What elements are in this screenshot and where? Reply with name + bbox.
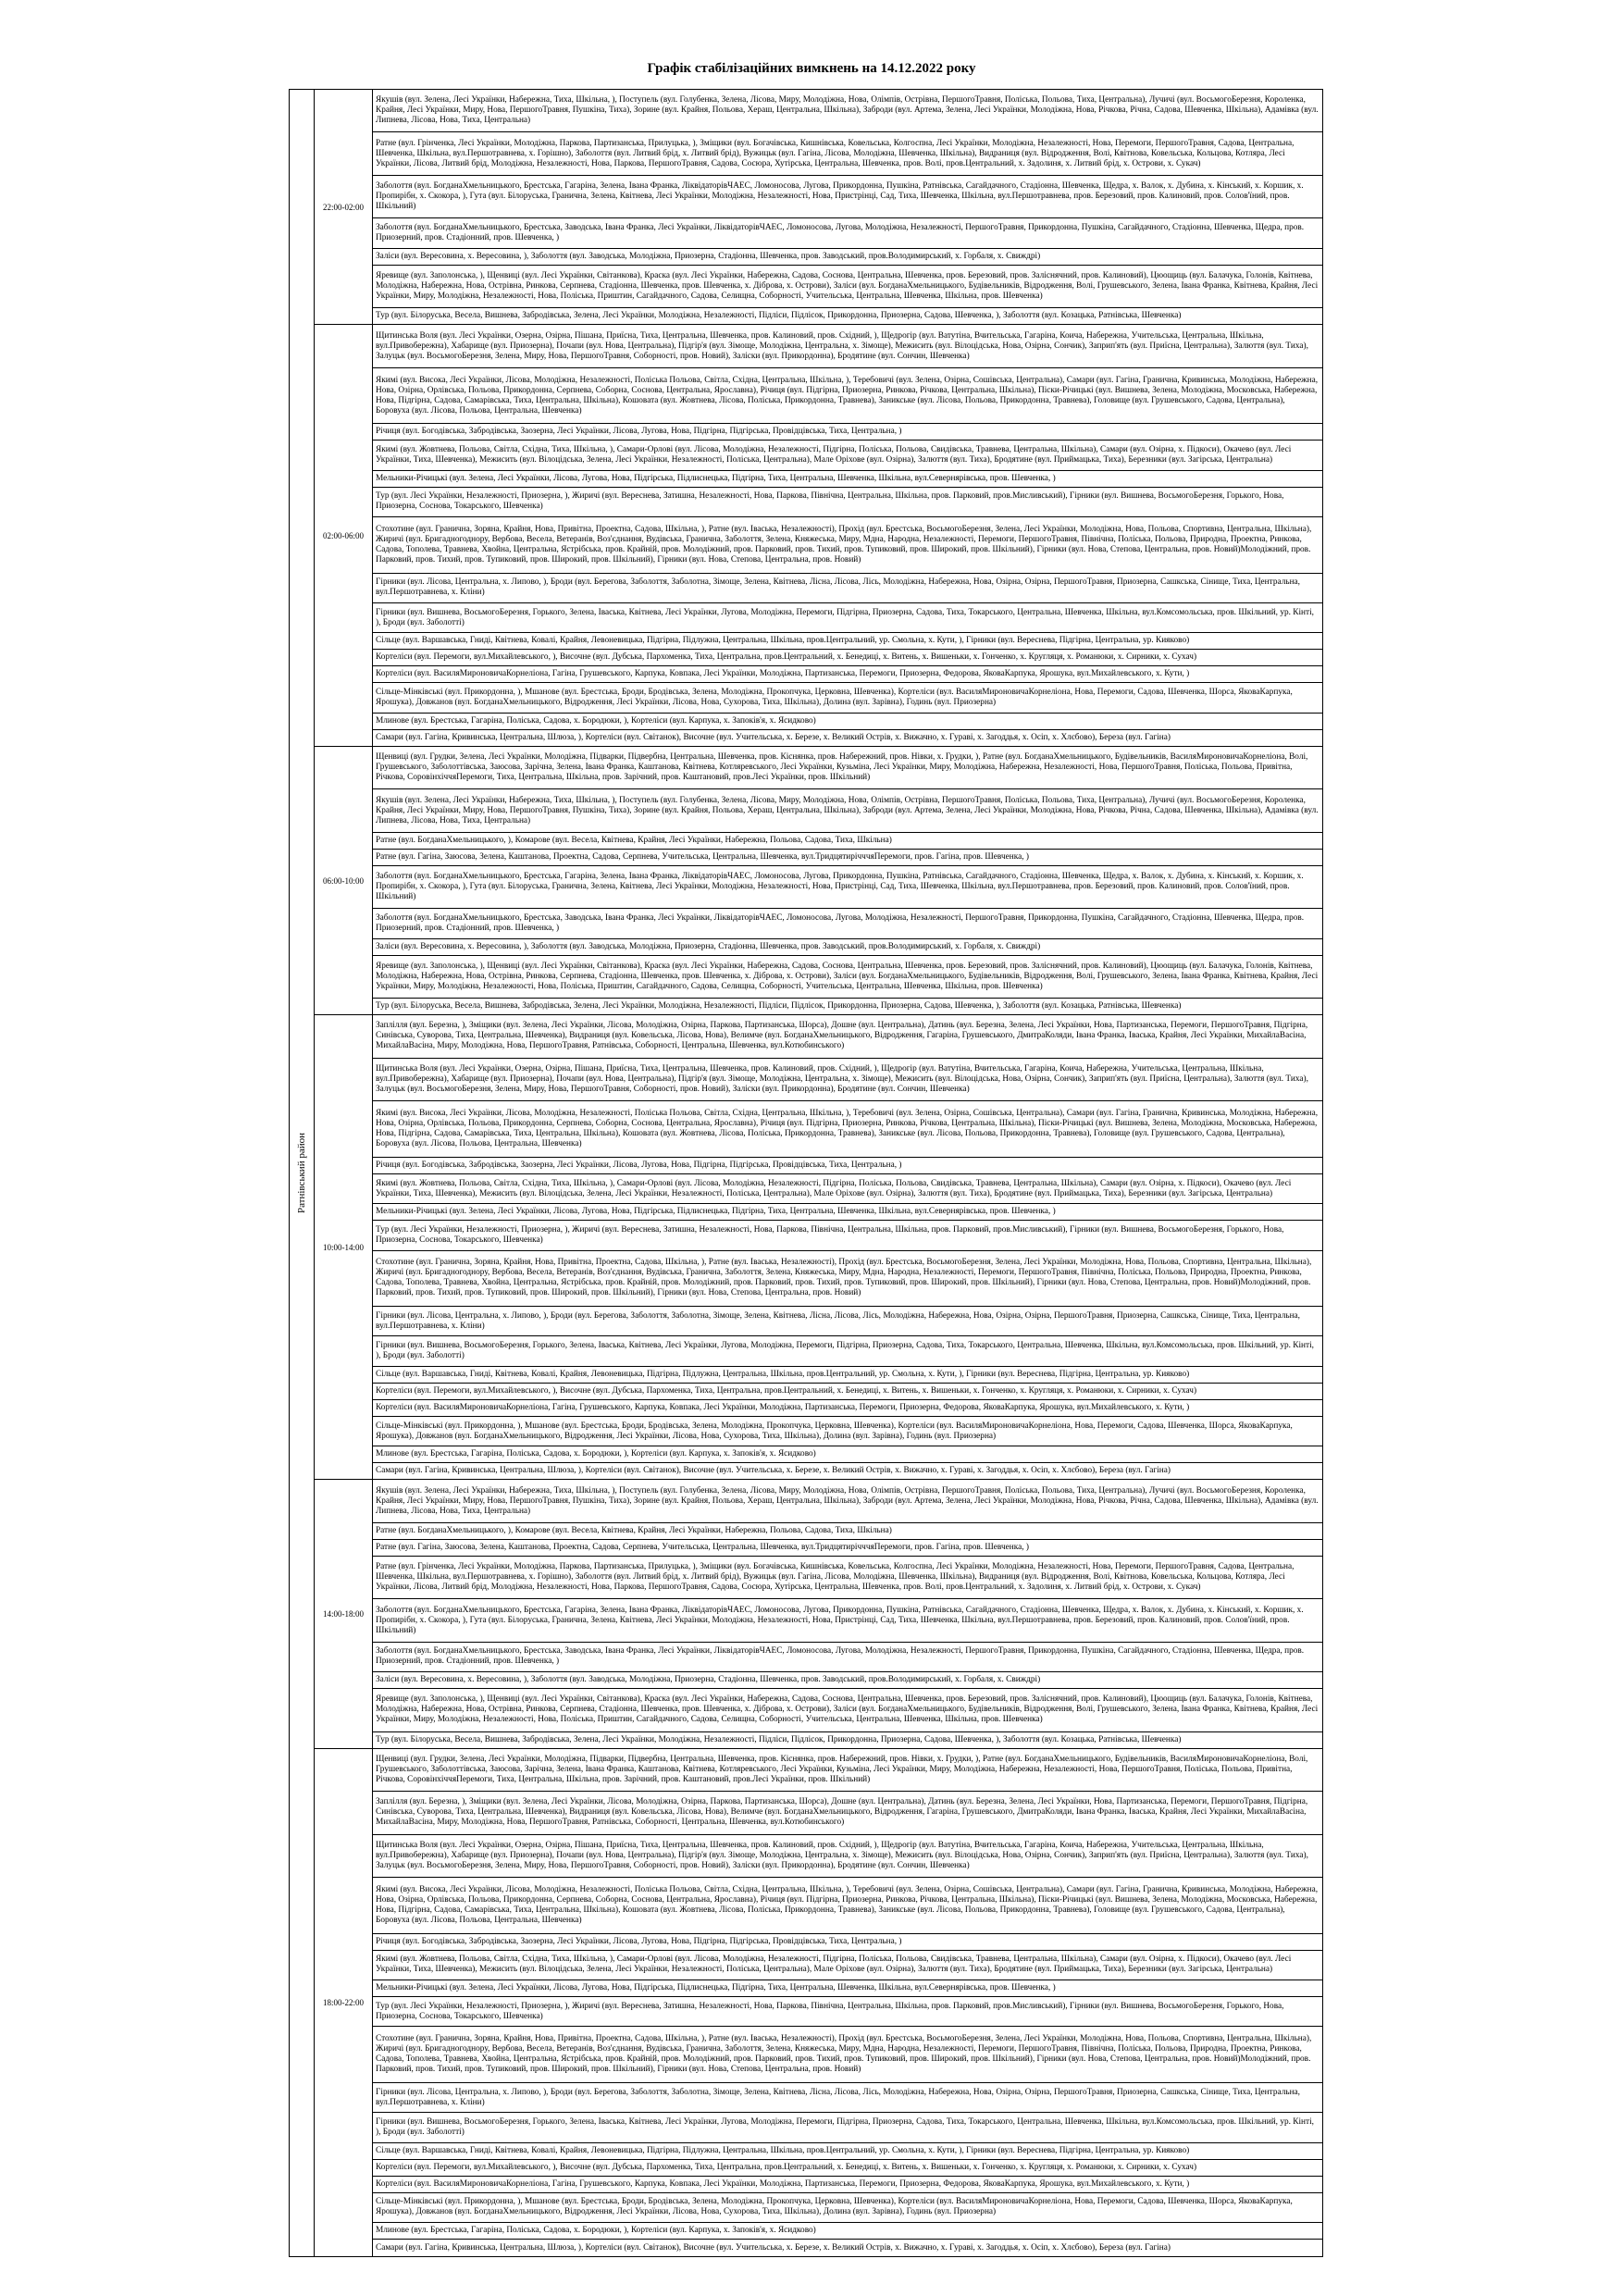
district-label: Ратнівський район [296,1132,307,1214]
table-row [290,2113,1323,2142]
table-row [290,865,1323,908]
settlement-list-cell: Ратне (вул. Гагіна, Заюсова, Зелена, Каштанова, Проектна, Садова, Серпнева, Учительська, Центральна, Шевченка, вул.ТридцятирічччяПеремоги, пров. Гагіна, пров. Шевченка, ) [373,849,1323,865]
table-row [290,1101,1323,1158]
table-row [290,424,1323,441]
settlement-list-cell: Ратне (вул. Гагіна, Заюсова, Зелена, Каштанова, Проектна, Садова, Серпнева, Учительська, Центральна, Шевченка, вул.ТридцятирічччяПеремоги, пров. Гагіна, пров. Шевченка, ) [373,1539,1323,1556]
table-row [290,2240,1323,2257]
table-row [290,1383,1323,1399]
settlement-list-cell: Стохотине (вул. Гранична, Зоряна, Крайня, Нова, Привітна, Проектна, Садова, Шкільна, ), Ратне (вул. Іваська, Незалежності), Прохід (вул. Брестська, ВосьмогоБерезня, Зелена, Лесі Українки, Молодіжна, Нова, Польова, Спортивна, Центральна, Шкільна), Жиричі (вул. Бригадногоднору, Вербова, Весела, Ветеранів, Воз'єднання, Вудівська, Гранична, Заболоття, Зелена, Княжеська, Миру, Мдна, Народна, Незалежності, Перемоги, ПершогоТравня, Північна, Поліська, Польова, Природна, Проектна, Ринкова, Садова, Тополева, Травнева, Хвойна, Центральна, Ястрібська, пров. Крайній, пров. Молодіжний, пров. Парковий, пров. Тихий, пров. Тупиковий, пров. Широкий, пров. Шкільний), Гірники (вул. Нова, Степова, Центральна, пров. Новий)Молодіжний, пров. Парковий, пров. Тихий, пров. Тупиковий, пров. Широкий, пров. Шкільний), Гірники (вул. Нова, Степова, Центральна, пров. Новий) [373,1250,1323,1307]
table-row [290,729,1323,746]
settlement-list-cell: Щитинська Воля (вул. Лесі Українки, Озерна, Озірна, Пішана, Приїсна, Тиха, Центральна, Шевченка, пров. Калиновий, пров. Східний, ), Щедрогір (вул. Ватутіна, Вчительська, Гагаріна, Коича, Набережна, Учительська, Центральна, Шкільна, вул.Привобережна), Хабарище (вул. Приозерна), Почапи (вул. Нова, Центральна), Підгір'я (вул. Зімоще, Молодіжна, Центральна, х. Зімоще), Межисить (вул. Вілоцідська, Нова, Озірна, Сончик), Заприп'ять (вул. Приїсна, Центральна), Залюття (вул. Тиха), Залуцьк (вул. ВосьмогоБерезня, Зелена, Миру, Нова, ПершогоТравня, Соборності, пров. Новий), Заліски (вул. Прикордонна), Бродятине (вул. Сончин, Шевченка) [373,1058,1323,1100]
settlement-list-cell: Ратне (вул. БогданаХмельницького, ), Комарове (вул. Весела, Квітнева, Крайня, Лесі Українки, Набережна, Польова, Садова, Тиха, Шкільна) [373,832,1323,849]
table-row [290,746,1323,788]
table-row [290,367,1323,424]
settlement-list-cell: Щитинська Воля (вул. Лесі Українки, Озерна, Озірна, Пішана, Приїсна, Тиха, Центральна, Шевченка, пров. Калиновий, пров. Східний, ), Щедрогір (вул. Ватутіна, Вчительська, Гагаріна, Коича, Набережна, Учительська, Центральна, Шкільна, вул.Привобережна), Хабарище (вул. Приозерна), Почапи (вул. Нова, Центральна), Підгір'я (вул. Зімоще, Молодіжна, Центральна, х. Зімоще), Межисить (вул. Вілоцідська, Нова, Озірна, Сончик), Заприп'ять (вул. Приїсна, Центральна), Залюття (вул. Тиха), Залуцьк (вул. ВосьмогоБерезня, Зелена, Миру, Нова, ПершогоТравня, Соборності, пров. Новий), Заліски (вул. Прикордонна), Бродятине (вул. Сончин, Шевченка) [373,325,1323,367]
table-row [290,713,1323,729]
settlement-list-cell: Заліси (вул. Вересовина, х. Вересовина, ), Заболоття (вул. Заводська, Молодіжна, Приозерна, Стадіонна, Шевченка, пров. Заводський, пров.Володимирський, х. Горбаля, х. Свиждрі) [373,938,1323,955]
settlement-list-cell: Тур (вул. Білоруська, Весела, Вишнева, Забродівська, Зелена, Лесі Українки, Молодіжна, Незалежності, Підліси, Підлісок, Прикордонна, Приозерна, Садова, Шевченка, ), Заболоття (вул. Козацька, Ратнівська, Шевченка) [373,1731,1323,1748]
settlement-list-cell: Якимі (вул. Висока, Лесі Українки, Лісова, Молодіжна, Незалежності, Поліська Польова, Світла, Східна, Центральна, Шкільна, ), Теребовичі (вул. Зелена, Озірна, Сошівська, Центральна), Самари (вул. Гагіна, Гранична, Кривинська, Молодіжна, Набережна, Нова, Озірна, Орлівська, Польова, Прикордонна, Серпнева, Соборна, Соснова, Центральна, Ярославна), Річиця (вул. Підгірна, Приозерна, Ринкова, Річкова, Центральна, Шкільна), Піски-Річицькі (вул. Вишнева, Зелена, Молодіжна, Московська, Набережна, Нова, Підгірна, Садова, Самарівська, Тиха, Центральна, Шкільна), Кошовата (вул. Жовтнева, Лісова, Поліська, Прикордонна, Травнева), Заникське (вул. Лісова, Польова, Прикордонна, Травнева), Головище (вул. Грушевського, Садова, Центральна), Боровуха (вул. Лісова, Польова, Центральна, Шевченка) [373,1878,1323,1934]
settlement-list-cell: Гірники (вул. Вишнева, ВосьмогоБерезня, Горького, Зелена, Іваська, Квітнева, Лесі Українки, Лугова, Молодіжна, Перемоги, Підгірна, Приозерна, Садова, Тиха, Токарського, Центральна, Шевченка, Шкільна, вул.Комсомольська, пров. Шкільний, ур. Кінті, ), Броди (вул. Заболотті) [373,603,1323,633]
table-row [290,1416,1323,1446]
settlement-list-cell: Заболоття (вул. БогданаХмельницького, Брестська, Заводська, Івана Франка, Лесі Українки, ЛіквідаторівЧАЕС, Ломоносова, Лугова, Молодіжна, Незалежності, ПершогоТравня, Прикордонна, Пушкіна, Сагайдачного, Стадіонна, Шевченка, Щедра, пров. Приозерний, пров. Стадіонний, пров. Шевченка, ) [373,218,1323,248]
table-row [290,789,1323,832]
settlement-list-cell: Самари (вул. Гагіна, Кривинська, Центральна, Шлюза, ), Кортеліси (вул. Світанок), Височне (вул. Учительська, х. Березе, х. Великий Острів, х. Вижачно, х. Гураві, х. Загоддья, х. Осіп, х. Хлєбово), Береза (вул. Гагіна) [373,729,1323,746]
table-row [290,2159,1323,2176]
settlement-list-cell: Річиця (вул. Богодівська, Забродівська, Заозерна, Лесі Українки, Лісова, Лугова, Нова, Підгірна, Підгірська, Провідцівська, Тиха, Центральна, ) [373,1157,1323,1173]
time-slot-cell: 18:00-22:00 [315,1748,373,2256]
table-row [290,1336,1323,1366]
settlement-list-cell: Заплілля (вул. Березна, ), Зміщики (вул. Зелена, Лесі Українки, Лісова, Молодіжна, Озірна, Паркова, Партизанська, Шорса), Дошне (вул. Центральна), Датинь (вул. Березна, Зелена, Лесі Українки, Нова, Партизанська, Перемоги, ПершогоТравня, Підгірна, Синівська, Суворова, Тиха, Центральна, Шевченка), Видраниця (вул. Ковельська, Лісова, Нова), Велимче (вул. БогданаХмельницького, Відродження, Гагаріна, Грушевського, ДмитраКоляди, Івана Франка, Іваська, Крайня, Лесі Українки, МихайлаВасіна, МихайлаВасіна, Миру, Молодіжна, Нова, ПершогоТравня, Ратнівська, Соборності, Центральна, Шевченка, вул.Котюбинського) [373,1792,1323,1834]
settlement-list-cell: Кортеліси (вул. Перемоги, вул.Михайлевського, ), Височне (вул. Дубська, Пархоменка, Тиха, Центральна, пров.Центральний, х. Бенедиці, х. Витень, х. Вишеньки, х. Гонченко, х. Кругляця, х. Романюки, х. Сирники, х. Сухач) [373,2159,1323,2176]
table-row [290,487,1323,516]
settlement-list-cell: Заболоття (вул. БогданаХмельницького, Брестська, Заводська, Івана Франка, Лесі Українки, ЛіквідаторівЧАЕС, Ломоносова, Лугова, Молодіжна, Незалежності, ПершогоТравня, Прикордонна, Пушкіна, Сагайдачного, Стадіонна, Шевченка, Щедра, пров. Приозерний, пров. Стадіонний, пров. Шевченка, ) [373,909,1323,938]
table-row [290,1307,1323,1336]
settlement-list-cell: Сільце-Мінківські (вул. Прикордонна, ), Мшанове (вул. Брестська, Броди, Бродівська, Зелена, Молодіжна, Прокопчука, Церковна, Шевченка), Кортеліси (вул. ВасиляМироновичаКорнеліона, Нова, Перемоги, Садова, Шевченка, Шорса, ЯковаКарпука, Ярошука), Довжанов (вул. БогданаХмельницького, Відродження, Лесі Українки, Лісова, Нова, Сухорова, Тиха, Шкільна), Долина (вул. Зарівна), Годинь (вул. Приозерна) [373,1416,1323,1446]
table-row [290,218,1323,248]
settlement-list-cell: Тур (вул. Лесі Українки, Незалежності, Приозерна, ), Жиричі (вул. Вереснева, Затишна, Незалежності, Нова, Паркова, Північна, Центральна, Шкільна, пров. Парковий, пров.Мисливський), Гірники (вул. Вишнева, ВосьмогоБерезня, Горького, Нова, Приозерна, Соснова, Токарського, Шевченка) [373,487,1323,516]
table-row [290,909,1323,938]
table-row [290,265,1323,307]
time-slot-cell: 06:00-10:00 [315,746,373,1014]
table-row [290,1480,1323,1522]
settlement-list-cell: Гірники (вул. Лісова, Центральна, х. Липово, ), Броди (вул. Берегова, Заболоття, Заболотна, Зімоще, Зелена, Квітнева, Лісна, Лісова, Лісь, Молодіжна, Набережна, Нова, Озірна, Озірна, ПершогоТравня, Приозерна, Сашкська, Сінище, Тиха, Центральна, вул.Першотравнева, х. Кліни) [373,573,1323,602]
settlement-list-cell: Кортеліси (вул. ВасиляМироновичаКорнеліона, Гагіна, Грушевського, Карпука, Ковпака, Лесі Українки, Молодіжна, Партизанська, Перемоги, Приозерна, Федорова, ЯковаКарпука, Ярошука, вул.Михайлевського, х. Кути, ) [373,666,1323,683]
settlement-list-cell: Щенвиці (вул. Грудки, Зелена, Лесі Українки, Молодіжна, Підварки, Підвербна, Центральна, Шевченка, пров. Кіснянка, пров. Набережний, пров. Нівки, х. Грудки, ), Ратне (вул. БогданаХмельницького, Будівельників, ВасиляМироновичаКорнеліона, Волі, Грушевського, Заболоттівська, Заюсова, Зарічна, Зелена, Івана Франка, Каштанова, Квітнева, Котляревського, Лесі Українки, Кузьміна, Лесі Українки, Миру, Молодіжна, Набережна, Незалежності, Нова, ПершогоТравня, Поліська, Польова, Привітна, Річкова, СоровінхіччяПеремоги, Тиха, Центральна, Шкільна, пров. Зарічний, пров. Каштановий, пров.Лесі Українки, пров. Шкільний) [373,746,1323,788]
settlement-list-cell: Якимі (вул. Висока, Лесі Українки, Лісова, Молодіжна, Незалежності, Поліська Польова, Світла, Східна, Центральна, Шкільна, ), Теребовичі (вул. Зелена, Озірна, Сошівська, Центральна), Самари (вул. Гагіна, Гранична, Кривинська, Молодіжна, Набережна, Нова, Озірна, Орлівська, Польова, Прикордонна, Серпнева, Соборна, Соснова, Центральна, Ярославна), Річиця (вул. Підгірна, Приозерна, Ринкова, Річкова, Центральна, Шкільна), Піски-Річицькі (вул. Вишнева, Зелена, Молодіжна, Московська, Набережна, Нова, Підгірна, Садова, Самарівська, Тиха, Центральна, Шкільна), Кошовата (вул. Жовтнева, Лісова, Поліська, Прикордонна, Травнева), Заникське (вул. Лісова, Польова, Прикордонна, Травнева), Головище (вул. Грушевського, Садова, Центральна), Боровуха (вул. Лісова, Польова, Центральна, Шевченка) [373,367,1323,424]
settlement-list-cell: Сільце (вул. Варшавська, Гниді, Квітнева, Ковалі, Крайня, Левоневицька, Підгірна, Підлужна, Центральна, Шкільна, пров.Центральний, ур. Смольна, х. Кути, ), Гірники (вул. Вереснева, Підгірна, Центральна, ур. Кияково) [373,2142,1323,2159]
settlement-list-cell: Якимі (вул. Висока, Лесі Українки, Лісова, Молодіжна, Незалежності, Поліська Польова, Світла, Східна, Центральна, Шкільна, ), Теребовичі (вул. Зелена, Озірна, Сошівська, Центральна), Самари (вул. Гагіна, Гранична, Кривинська, Молодіжна, Набережна, Нова, Озірна, Орлівська, Польова, Прикордонна, Серпнева, Соборна, Соснова, Центральна, Ярославна), Річиця (вул. Підгірна, Приозерна, Ринкова, Річкова, Центральна, Шкільна), Піски-Річицькі (вул. Вишнева, Зелена, Молодіжна, Московська, Набережна, Нова, Підгірна, Садова, Самарівська, Тиха, Центральна, Шкільна), Кошовата (вул. Жовтнева, Лісова, Поліська, Прикордонна, Травнева), Заникське (вул. Лісова, Польова, Прикордонна, Травнева), Головище (вул. Грушевського, Садова, Центральна), Боровуха (вул. Лісова, Польова, Центральна, Шевченка) [373,1101,1323,1158]
settlement-list-cell: Стохотине (вул. Гранична, Зоряна, Крайня, Нова, Привітна, Проектна, Садова, Шкільна, ), Ратне (вул. Іваська, Незалежності), Прохід (вул. Брестська, ВосьмогоБерезня, Зелена, Лесі Українки, Молодіжна, Нова, Польова, Спортивна, Центральна, Шкільна), Жиричі (вул. Бригадногоднору, Вербова, Весела, Ветеранів, Воз'єднання, Вудівська, Гранична, Заболоття, Зелена, Княжеська, Миру, Мдна, Народна, Незалежності, Перемоги, ПершогоТравня, Північна, Поліська, Польова, Природна, Проектна, Ринкова, Садова, Тополева, Травнева, Хвойна, Центральна, Ястрібська, пров. Крайній, пров. Молодіжний, пров. Парковий, пров. Тихий, пров. Тупиковий, пров. Широкий, пров. Шкільний), Гірники (вул. Нова, Степова, Центральна, пров. Новий)Молодіжний, пров. Парковий, пров. Тихий, пров. Тупиковий, пров. Широкий, пров. Шкільний), Гірники (вул. Нова, Степова, Центральна, пров. Новий) [373,2027,1323,2083]
table-row [290,175,1323,217]
settlement-list-cell: Тур (вул. Лесі Українки, Незалежності, Приозерна, ), Жиричі (вул. Вереснева, Затишна, Незалежності, Нова, Паркова, Північна, Центральна, Шкільна, пров. Парковий, пров.Мисливський), Гірники (вул. Вишнева, ВосьмогоБерезня, Горького, Нова, Приозерна, Соснова, Токарського, Шевченка) [373,1997,1323,2027]
table-row [290,470,1323,487]
settlement-list-cell: Млинове (вул. Брестська, Гагаріна, Поліська, Садова, х. Бородюки, ), Кортеліси (вул. Карпука, х. Запоків'я, х. Ясидково) [373,2223,1323,2240]
time-slot-cell: 22:00-02:00 [315,90,373,325]
table-row [290,132,1323,175]
settlement-list-cell: Заболоття (вул. БогданаХмельницького, Брестська, Заводська, Івана Франка, Лесі Українки, ЛіквідаторівЧАЕС, Ломоносова, Лугова, Молодіжна, Незалежності, ПершогоТравня, Прикордонна, Пушкіна, Сагайдачного, Стадіонна, Шевченка, Щедра, пров. Приозерний, пров. Стадіонний, пров. Шевченка, ) [373,1642,1323,1671]
settlement-list-cell: Яревище (вул. Заполонська, ), Щенвиці (вул. Лесі Українки, Світанкова), Краска (вул. Лесі Українки, Набережна, Садова, Соснова, Центральна, Шевченка, пров. Березовий, пров. Заліснячний, пров. Калиновий), Цюощиць (вул. Балачука, Голонів, Квітнева, Молодіжна, Набережна, Нова, Острівна, Ринкова, Серпнева, Стадіонна, Шевченка, пров. Шевченка, х. Діброва, х. Острови), Заліси (вул. БогданаХмельницького, Будівельників, Відродження, Волі, Грушевського, Зелена, Івана Франка, Квітнева, Крайня, Лесі Українки, Миру, Молодіжна, Незалежності, Нова, Поліська, Приштин, Сагайдачного, Садова, Селищна, Соборності, Учительська, Центральна, Шевченка, Шкільна, пров. Шевченка) [373,1689,1323,1731]
settlement-list-cell: Тур (вул. Білоруська, Весела, Вишнева, Забродівська, Зелена, Лесі Українки, Молодіжна, Незалежності, Підліси, Підлісок, Прикордонна, Приозерна, Садова, Шевченка, ), Заболоття (вул. Козацька, Ратнівська, Шевченка) [373,308,1323,325]
table-row [290,1522,1323,1539]
time-slot-cell: 10:00-14:00 [315,1015,373,1480]
table-row [290,650,1323,666]
table-row [290,2083,1323,2113]
table-row [290,1539,1323,1556]
settlement-list-cell: Сільце-Мінківські (вул. Прикордонна, ), Мшанове (вул. Брестська, Броди, Бродівська, Зелена, Молодіжна, Прокопчука, Церковна, Шевченка), Кортеліси (вул. ВасиляМироновичаКорнеліона, Нова, Перемоги, Садова, Шевченка, Шорса, ЯковаКарпука, Ярошука), Довжанов (вул. БогданаХмельницького, Відродження, Лесі Українки, Лісова, Нова, Сухорова, Тиха, Шкільна), Долина (вул. Зарівна), Годинь (вул. Приозерна) [373,2192,1323,2222]
settlement-list-cell: Яревище (вул. Заполонська, ), Щенвиці (вул. Лесі Українки, Світанкова), Краска (вул. Лесі Українки, Набережна, Садова, Соснова, Центральна, Шевченка, пров. Березовий, пров. Заліснячний, пров. Калиновий), Цюощиць (вул. Балачука, Голонів, Квітнева, Молодіжна, Набережна, Нова, Острівна, Ринкова, Серпнева, Стадіонна, Шевченка, пров. Шевченка, х. Діброва, х. Острови), Заліси (вул. БогданаХмельницького, Будівельників, Відродження, Волі, Грушевського, Зелена, Івана Франка, Квітнева, Крайня, Лесі Українки, Миру, Молодіжна, Незалежності, Нова, Поліська, Приштин, Сагайдачного, Садова, Селищна, Соборності, Учительська, Центральна, Шевченка, Шкільна, пров. Шевченка) [373,955,1323,998]
settlement-list-cell: Сільце-Мінківські (вул. Прикордонна, ), Мшанове (вул. Брестська, Броди, Бродівська, Зелена, Молодіжна, Прокопчука, Церковна, Шевченка), Кортеліси (вул. ВасиляМироновичаКорнеліона, Нова, Перемоги, Садова, Шевченка, Шорса, ЯковаКарпука, Ярошука), Довжанов (вул. БогданаХмельницького, Відродження, Лесі Українки, Лісова, Нова, Сухорова, Тиха, Шкільна), Долина (вул. Зарівна), Годинь (вул. Приозерна) [373,683,1323,713]
settlement-list-cell: Кортеліси (вул. ВасиляМироновичаКорнеліона, Гагіна, Грушевського, Карпука, Ковпака, Лесі Українки, Молодіжна, Партизанська, Перемоги, Приозерна, Федорова, ЯковаКарпука, Ярошука, вул.Михайлевського, х. Кути, ) [373,1399,1323,1416]
table-row [290,325,1323,367]
table-row [290,938,1323,955]
table-row [290,2176,1323,2192]
table-row [290,248,1323,265]
settlement-list-cell: Якушів (вул. Зелена, Лесі Українки, Набережна, Тиха, Шкільна, ), Поступель (вул. Голубенка, Зелена, Лісова, Миру, Молодіжна, Нова, Олімпів, Острівна, ПершогоТравня, Поліська, Польова, Тиха, Центральна), Лучичі (вул. ВосьмогоБерезня, Короленка, Крайня, Лесі Українки, Миру, Нова, ПершогоТравня, Пушкіна, Тиха), Зорине (вул. Крайня, Польова, Хераш, Центральна, Шкільна), Заброди (вул. Артема, Зелена, Лесі Українки, Молодіжна, Нова, Річкова, Річна, Садова, Шевченка, Шкільна), Адамівка (вул. Липнева, Лісова, Нова, Тиха, Центральна) [373,1480,1323,1522]
table-row [290,517,1323,574]
schedule-table [289,89,1323,2257]
table-row [290,1748,1323,1791]
table-row [290,2142,1323,2159]
settlement-list-cell: Ратне (вул. БогданаХмельницького, ), Комарове (вул. Весела, Квітнева, Крайня, Лесі Українки, Набережна, Польова, Садова, Тиха, Шкільна) [373,1522,1323,1539]
settlement-list-cell: Мельники-Річицькі (вул. Зелена, Лесі Українки, Лісова, Лугова, Нова, Підгірська, Підлиснецька, Підгірна, Тиха, Центральна, Шевченка, Шкільна, вул.Севернярівська, пров. Шевченка, ) [373,1204,1323,1221]
settlement-list-cell: Сільце (вул. Варшавська, Гниді, Квітнева, Ковалі, Крайня, Левоневицька, Підгірна, Підлужна, Центральна, Шкільна, пров.Центральний, ур. Смольна, х. Кути, ), Гірники (вул. Вереснева, Підгірна, Центральна, ур. Кияково) [373,633,1323,650]
table-row [290,1792,1323,1834]
table-row [290,683,1323,713]
settlement-list-cell: Щенвиці (вул. Грудки, Зелена, Лесі Українки, Молодіжна, Підварки, Підвербна, Центральна, Шевченка, пров. Кіснянка, пров. Набережний, пров. Нівки, х. Грудки, ), Ратне (вул. БогданаХмельницького, Будівельників, ВасиляМироновичаКорнеліона, Волі, Грушевського, Заболоттівська, Заюсова, Зарічна, Зелена, Івана Франка, Каштанова, Квітнева, Котляревського, Лесі Українки, Кузьміна, Лесі Українки, Миру, Молодіжна, Набережна, Незалежності, Нова, ПершогоТравня, Поліська, Польова, Привітна, Річкова, СоровінхіччяПеремоги, Тиха, Центральна, Шкільна, пров. Зарічний, пров. Каштановий, пров.Лесі Українки, пров. Шкільний) [373,1748,1323,1791]
table-row [290,1878,1323,1934]
table-row [290,1997,1323,2027]
settlement-list-cell: Річиця (вул. Богодівська, Забродівська, Заозерна, Лесі Українки, Лісова, Лугова, Нова, Підгірна, Підгірська, Провідцівська, Тиха, Центральна, ) [373,424,1323,441]
settlement-list-cell: Заболоття (вул. БогданаХмельницького, Брестська, Гагаріна, Зелена, Івана Франка, ЛіквідаторівЧАЕС, Ломоносова, Лугова, Прикордонна, Пушкіна, Ратнівська, Сагайдачного, Стадіонна, Шевченка, Щедра, х. Валок, х. Дубина, х. Кінський, х. Коршик, х. Пропирібн, х. Скокора, ), Гута (вул. Білоруська, Гранична, Зелена, Квітнева, Лесі Українки, Молодіжна, Незалежності, Нова, Пристрінці, Сад, Тиха, Шевченка, Шкільна, вул.Першотравнева, пров. Березовий, пров. Калиновий, пров. Солов'їний, пров. Шкільний) [373,1599,1323,1642]
table-row [290,1204,1323,1221]
table-row [290,1015,1323,1058]
settlement-list-cell: Якушів (вул. Зелена, Лесі Українки, Набережна, Тиха, Шкільна, ), Поступель (вул. Голубенка, Зелена, Лісова, Миру, Молодіжна, Нова, Олімпів, Острівна, ПершогоТравня, Поліська, Польова, Тиха, Центральна), Лучичі (вул. ВосьмогоБерезня, Короленка, Крайня, Лесі Українки, Миру, Нова, ПершогоТравня, Пушкіна, Тиха), Зорине (вул. Крайня, Польова, Хераш, Центральна, Шкільна), Заброди (вул. Артема, Зелена, Лесі Українки, Молодіжна, Нова, Річкова, Річна, Садова, Шевченка, Шкільна), Адамівка (вул. Липнева, Лісова, Нова, Тиха, Центральна) [373,90,1323,132]
table-row [290,90,1323,132]
settlement-list-cell: Заплілля (вул. Березна, ), Зміщики (вул. Зелена, Лесі Українки, Лісова, Молодіжна, Озірна, Паркова, Партизанська, Шорса), Дошне (вул. Центральна), Датинь (вул. Березна, Зелена, Лесі Українки, Нова, Партизанська, Перемоги, ПершогоТравня, Підгірна, Синівська, Суворова, Тиха, Центральна, Шевченка), Видраниця (вул. Ковельська, Лісова, Нова), Велимче (вул. БогданаХмельницького, Відродження, Гагаріна, Грушевського, ДмитраКоляди, Івана Франка, Іваська, Крайня, Лесі Українки, МихайлаВасіна, МихайлаВасіна, Миру, Молодіжна, Нова, ПершогоТравня, Ратнівська, Соборності, Центральна, Шевченка, вул.Котюбинського) [373,1015,1323,1058]
table-row [290,999,1323,1015]
table-row [290,1556,1323,1598]
table-row [290,633,1323,650]
settlement-list-cell: Самари (вул. Гагіна, Кривинська, Центральна, Шлюза, ), Кортеліси (вул. Світанок), Височне (вул. Учительська, х. Березе, х. Великий Острів, х. Вижачно, х. Гураві, х. Загоддья, х. Осіп, х. Хлєбово), Береза (вул. Гагіна) [373,2240,1323,2257]
table-row [290,1731,1323,1748]
settlement-list-cell: Кортеліси (вул. Перемоги, вул.Михайлевського, ), Височне (вул. Дубська, Пархоменка, Тиха, Центральна, пров.Центральний, х. Бенедиці, х. Витень, х. Вишеньки, х. Гонченко, х. Кругляця, х. Романюки, х. Сирники, х. Сухач) [373,650,1323,666]
table-row [290,666,1323,683]
table-row [290,1366,1323,1383]
time-slot-cell: 02:00-06:00 [315,325,373,747]
settlement-list-cell: Стохотине (вул. Гранична, Зоряна, Крайня, Нова, Привітна, Проектна, Садова, Шкільна, ), Ратне (вул. Іваська, Незалежності), Прохід (вул. Брестська, ВосьмогоБерезня, Зелена, Лесі Українки, Молодіжна, Нова, Польова, Спортивна, Центральна, Шкільна), Жиричі (вул. Бригадногоднору, Вербова, Весела, Ветеранів, Воз'єднання, Вудівська, Гранична, Заболоття, Зелена, Княжеська, Миру, Мдна, Народна, Незалежності, Перемоги, ПершогоТравня, Північна, Поліська, Польова, Природна, Проектна, Ринкова, Садова, Тополева, Травнева, Хвойна, Центральна, Ястрібська, пров. Крайній, пров. Молодіжний, пров. Парковий, пров. Тихий, пров. Тупиковий, пров. Широкий, пров. Шкільний), Гірники (вул. Нова, Степова, Центральна, пров. Новий)Молодіжний, пров. Парковий, пров. Тихий, пров. Тупиковий, пров. Широкий, пров. Шкільний), Гірники (вул. Нова, Степова, Центральна, пров. Новий) [373,517,1323,574]
settlement-list-cell: Млинове (вул. Брестська, Гагаріна, Поліська, Садова, х. Бородюки, ), Кортеліси (вул. Карпука, х. Запоків'я, х. Ясидково) [373,1446,1323,1463]
table-row [290,1672,1323,1689]
table-row [290,2192,1323,2222]
settlement-list-cell: Гірники (вул. Вишнева, ВосьмогоБерезня, Горького, Зелена, Іваська, Квітнева, Лесі Українки, Лугова, Молодіжна, Перемоги, Підгірна, Приозерна, Садова, Тиха, Токарського, Центральна, Шевченка, Шкільна, вул.Комсомольська, пров. Шкільний, ур. Кінті, ), Броди (вул. Заболотті) [373,1336,1323,1366]
settlement-list-cell: Самари (вул. Гагіна, Кривинська, Центральна, Шлюза, ), Кортеліси (вул. Світанок), Височне (вул. Учительська, х. Березе, х. Великий Острів, х. Вижачно, х. Гураві, х. Загоддья, х. Осіп, х. Хлєбово), Береза (вул. Гагіна) [373,1463,1323,1480]
page-title: Графік стабілізаційних вимкнень на 14.12.2022 року [647,61,976,76]
table-row [290,1642,1323,1671]
schedule-body [290,90,1323,2257]
table-row [290,1250,1323,1307]
table-row [290,441,1323,470]
settlement-list-cell: Сільце (вул. Варшавська, Гниді, Квітнева, Ковалі, Крайня, Левоневицька, Підгірна, Підлужна, Центральна, Шкільна, пров.Центральний, ур. Смольна, х. Кути, ), Гірники (вул. Вереснева, Підгірна, Центральна, ур. Кияково) [373,1366,1323,1383]
settlement-list-cell: Гірники (вул. Вишнева, ВосьмогоБерезня, Горького, Зелена, Іваська, Квітнева, Лесі Українки, Лугова, Молодіжна, Перемоги, Підгірна, Приозерна, Садова, Тиха, Токарського, Центральна, Шевченка, Шкільна, вул.Комсомольська, пров. Шкільний, ур. Кінті, ), Броди (вул. Заболотті) [373,2113,1323,2142]
table-row [290,1463,1323,1480]
settlement-list-cell: Мельники-Річицькі (вул. Зелена, Лесі Українки, Лісова, Лугова, Нова, Підгірська, Підлиснецька, Підгірна, Тиха, Центральна, Шевченка, Шкільна, вул.Севернярівська, пров. Шевченка, ) [373,470,1323,487]
settlement-list-cell: Кортеліси (вул. ВасиляМироновичаКорнеліона, Гагіна, Грушевського, Карпука, Ковпака, Лесі Українки, Молодіжна, Партизанська, Перемоги, Приозерна, Федорова, ЯковаКарпука, Ярошука, вул.Михайлевського, х. Кути, ) [373,2176,1323,2192]
settlement-list-cell: Млинове (вул. Брестська, Гагаріна, Поліська, Садова, х. Бородюки, ), Кортеліси (вул. Карпука, х. Запоків'я, х. Ясидково) [373,713,1323,729]
settlement-list-cell: Заліси (вул. Вересовина, х. Вересовина, ), Заболоття (вул. Заводська, Молодіжна, Приозерна, Стадіонна, Шевченка, пров. Заводський, пров.Володимирський, х. Горбаля, х. Свиждрі) [373,1672,1323,1689]
table-row [290,573,1323,602]
settlement-list-cell: Заліси (вул. Вересовина, х. Вересовина, ), Заболоття (вул. Заводська, Молодіжна, Приозерна, Стадіонна, Шевченка, пров. Заводський, пров.Володимирський, х. Горбаля, х. Свиждрі) [373,248,1323,265]
table-row [290,849,1323,865]
table-row [290,1599,1323,1642]
table-row [290,1980,1323,1997]
table-row [290,955,1323,998]
settlement-list-cell: Мельники-Річицькі (вул. Зелена, Лесі Українки, Лісова, Лугова, Нова, Підгірська, Підлиснецька, Підгірна, Тиха, Центральна, Шевченка, Шкільна, вул.Севернярівська, пров. Шевченка, ) [373,1980,1323,1997]
settlement-list-cell: Гірники (вул. Лісова, Центральна, х. Липово, ), Броди (вул. Берегова, Заболоття, Заболотна, Зімоще, Зелена, Квітнева, Лісна, Лісова, Лісь, Молодіжна, Набережна, Нова, Озірна, Озірна, ПершогоТравня, Приозерна, Сашкська, Сінище, Тиха, Центральна, вул.Першотравнева, х. Кліни) [373,2083,1323,2113]
settlement-list-cell: Якимі (вул. Жовтнева, Польова, Світла, Східна, Тиха, Шкільна, ), Самари-Орлові (вул. Лісова, Молодіжна, Незалежності, Підгірна, Поліська, Польова, Свидівська, Травнева, Центральна, Шкільна), Самари (вул. Озірна, х. Підкоси), Окачево (вул. Лесі Українки, Тиха, Шевченка), Межисить (вул. Вілоцідська, Зелена, Лесі Українки, Незалежності, Поліська, Центральна), Мале Оріхове (вул. Озірна), Залюття (вул. Тиха), Бродятине (вул. Приймацька, Тиха), Березники (вул. Загірська, Центральна) [373,1173,1323,1203]
table-row [290,832,1323,849]
table-row [290,1221,1323,1250]
settlement-list-cell: Якушів (вул. Зелена, Лесі Українки, Набережна, Тиха, Шкільна, ), Поступель (вул. Голубенка, Зелена, Лісова, Миру, Молодіжна, Нова, Олімпів, Острівна, ПершогоТравня, Поліська, Польова, Тиха, Центральна), Лучичі (вул. ВосьмогоБерезня, Короленка, Крайня, Лесі Українки, Миру, Нова, ПершогоТравня, Пушкіна, Тиха), Зорине (вул. Крайня, Польова, Хераш, Центральна, Шкільна), Заброди (вул. Артема, Зелена, Лесі Українки, Молодіжна, Нова, Річкова, Річна, Садова, Шевченка, Шкільна), Адамівка (вул. Липнева, Лісова, Нова, Тиха, Центральна) [373,789,1323,832]
table-row [290,1173,1323,1203]
settlement-list-cell: Кортеліси (вул. Перемоги, вул.Михайлевського, ), Височне (вул. Дубська, Пархоменка, Тиха, Центральна, пров.Центральний, х. Бенедиці, х. Витень, х. Вишеньки, х. Гонченко, х. Кругляця, х. Романюки, х. Сирники, х. Сухач) [373,1383,1323,1399]
table-row [290,1950,1323,1980]
settlement-list-cell: Ратне (вул. Грінченка, Лесі Українки, Молодіжна, Паркова, Партизанська, Прилуцька, ), Зміщики (вул. Богачівська, Кишнівська, Ковельська, Колгоспна, Лесі Українки, Молодіжна, Незалежності, Нова, Перемоги, ПершогоТравня, Садова, Центральна, Шевченка, Шкільна, вул.Першотравнева, х. Горішно), Заболоття (вул. Литвий брід, х. Литвий брід), Вужицьк (вул. Гагіна, Лісова, Молодіжна, Шевченка, Шкільна), Видраниця (вул. Відродження, Волі, Квітнова, Ковельська, Кольцова, Котляра, Лесі Українки, Лісова, Литвий брід, Молодіжна, Незалежності, Нова, Паркова, ПершогоТравня, Садова, Сосюра, Хутірська, Центральна, Шевченка, пров. Волі, пров.Центральний, х. Задолиня, х. Литвий брід, х. Острови, х. Сукач) [373,132,1323,175]
table-row [290,1157,1323,1173]
settlement-list-cell: Заболоття (вул. БогданаХмельницького, Брестська, Гагаріна, Зелена, Івана Франка, ЛіквідаторівЧАЕС, Ломоносова, Лугова, Прикордонна, Пушкіна, Ратнівська, Сагайдачного, Стадіонна, Шевченка, Щедра, х. Валок, х. Дубина, х. Кінський, х. Коршик, х. Пропирібн, х. Скокора, ), Гута (вул. Білоруська, Гранична, Зелена, Квітнева, Лесі Українки, Молодіжна, Незалежності, Нова, Пристрінці, Сад, Тиха, Шевченка, Шкільна, вул.Першотравнева, пров. Березовий, пров. Калиновий, пров. Солов'їний, пров. Шкільний) [373,865,1323,908]
settlement-list-cell: Річиця (вул. Богодівська, Забродівська, Заозерна, Лесі Українки, Лісова, Лугова, Нова, Підгірна, Підгірська, Провідцівська, Тиха, Центральна, ) [373,1933,1323,1950]
table-row [290,603,1323,633]
table-row [290,1933,1323,1950]
district-cell [290,90,315,2257]
settlement-list-cell: Тур (вул. Білоруська, Весела, Вишнева, Забродівська, Зелена, Лесі Українки, Молодіжна, Незалежності, Підліси, Підлісок, Прикордонна, Приозерна, Садова, Шевченка, ), Заболоття (вул. Козацька, Ратнівська, Шевченка) [373,999,1323,1015]
settlement-list-cell: Тур (вул. Лесі Українки, Незалежності, Приозерна, ), Жиричі (вул. Вереснева, Затишна, Незалежності, Нова, Паркова, Північна, Центральна, Шкільна, пров. Парковий, пров.Мисливський), Гірники (вул. Вишнева, ВосьмогоБерезня, Горького, Нова, Приозерна, Соснова, Токарського, Шевченка) [373,1221,1323,1250]
table-row [290,2223,1323,2240]
time-slot-cell: 14:00-18:00 [315,1480,373,1748]
settlement-list-cell: Гірники (вул. Лісова, Центральна, х. Липово, ), Броди (вул. Берегова, Заболоття, Заболотна, Зімоще, Зелена, Квітнева, Лісна, Лісова, Лісь, Молодіжна, Набережна, Нова, Озірна, Озірна, ПершогоТравня, Приозерна, Сашкська, Сінище, Тиха, Центральна, вул.Першотравнева, х. Кліни) [373,1307,1323,1336]
table-row [290,1446,1323,1463]
table-row [290,1058,1323,1100]
settlement-list-cell: Ратне (вул. Грінченка, Лесі Українки, Молодіжна, Паркова, Партизанська, Прилуцька, ), Зміщики (вул. Богачівська, Кишнівська, Ковельська, Колгоспна, Лесі Українки, Молодіжна, Незалежності, Нова, Перемоги, ПершогоТравня, Садова, Центральна, Шевченка, Шкільна, вул.Першотравнева, х. Горішно), Заболоття (вул. Литвий брід, х. Литвий брід), Вужицьк (вул. Гагіна, Лісова, Молодіжна, Шевченка, Шкільна), Видраниця (вул. Відродження, Волі, Квітнова, Ковельська, Кольцова, Котляра, Лесі Українки, Лісова, Литвий брід, Молодіжна, Незалежності, Нова, Паркова, ПершогоТравня, Садова, Сосюра, Хутірська, Центральна, Шевченка, пров. Волі, пров.Центральний, х. Задолиня, х. Литвий брід, х. Острови, х. Сукач) [373,1556,1323,1598]
table-row [290,308,1323,325]
settlement-list-cell: Щитинська Воля (вул. Лесі Українки, Озерна, Озірна, Пішана, Приїсна, Тиха, Центральна, Шевченка, пров. Калиновий, пров. Східний, ), Щедрогір (вул. Ватутіна, Вчительська, Гагаріна, Коича, Набережна, Учительська, Центральна, Шкільна, вул.Привобережна), Хабарище (вул. Приозерна), Почапи (вул. Нова, Центральна), Підгір'я (вул. Зімоще, Молодіжна, Центральна, х. Зімоще), Межисить (вул. Вілоцідська, Нова, Озірна, Сончик), Заприп'ять (вул. Приїсна, Центральна), Залюття (вул. Тиха), Залуцьк (вул. ВосьмогоБерезня, Зелена, Миру, Нова, ПершогоТравня, Соборності, пров. Новий), Заліски (вул. Прикордонна), Бродятине (вул. Сончин, Шевченка) [373,1834,1323,1877]
settlement-list-cell: Якимі (вул. Жовтнева, Польова, Світла, Східна, Тиха, Шкільна, ), Самари-Орлові (вул. Лісова, Молодіжна, Незалежності, Підгірна, Поліська, Польова, Свидівська, Травнева, Центральна, Шкільна), Самари (вул. Озірна, х. Підкоси), Окачево (вул. Лесі Українки, Тиха, Шевченка), Межисить (вул. Вілоцідська, Зелена, Лесі Українки, Незалежності, Поліська, Центральна), Мале Оріхове (вул. Озірна), Залюття (вул. Тиха), Бродятине (вул. Приймацька, Тиха), Березники (вул. Загірська, Центральна) [373,441,1323,470]
table-row [290,1834,1323,1877]
settlement-list-cell: Заболоття (вул. БогданаХмельницького, Брестська, Гагаріна, Зелена, Івана Франка, ЛіквідаторівЧАЕС, Ломоносова, Лугова, Прикордонна, Пушкіна, Ратнівська, Сагайдачного, Стадіонна, Шевченка, Щедра, х. Валок, х. Дубина, х. Кінський, х. Коршик, х. Пропирібн, х. Скокора, ), Гута (вул. Білоруська, Гранична, Зелена, Квітнева, Лесі Українки, Молодіжна, Незалежності, Нова, Пристрінці, Сад, Тиха, Шевченка, Шкільна, вул.Першотравнева, пров. Березовий, пров. Калиновий, пров. Солов'їний, пров. Шкільний) [373,175,1323,217]
settlement-list-cell: Якимі (вул. Жовтнева, Польова, Світла, Східна, Тиха, Шкільна, ), Самари-Орлові (вул. Лісова, Молодіжна, Незалежності, Підгірна, Поліська, Польова, Свидівська, Травнева, Центральна, Шкільна), Самари (вул. Озірна, х. Підкоси), Окачево (вул. Лесі Українки, Тиха, Шевченка), Межисить (вул. Вілоцідська, Зелена, Лесі Українки, Незалежності, Поліська, Центральна), Мале Оріхове (вул. Озірна), Залюття (вул. Тиха), Бродятине (вул. Приймацька, Тиха), Березники (вул. Загірська, Центральна) [373,1950,1323,1980]
settlement-list-cell: Яревище (вул. Заполонська, ), Щенвиці (вул. Лесі Українки, Світанкова), Краска (вул. Лесі Українки, Набережна, Садова, Соснова, Центральна, Шевченка, пров. Березовий, пров. Заліснячний, пров. Калиновий), Цюощиць (вул. Балачука, Голонів, Квітнева, Молодіжна, Набережна, Нова, Острівна, Ринкова, Серпнева, Стадіонна, Шевченка, пров. Шевченка, х. Діброва, х. Острови), Заліси (вул. БогданаХмельницького, Будівельників, Відродження, Волі, Грушевського, Зелена, Івана Франка, Квітнева, Крайня, Лесі Українки, Миру, Молодіжна, Незалежності, Нова, Поліська, Приштин, Сагайдачного, Садова, Селищна, Соборності, Учительська, Центральна, Шевченка, Шкільна, пров. Шевченка) [373,265,1323,307]
table-row [290,1689,1323,1731]
table-row [290,1399,1323,1416]
table-row [290,2027,1323,2083]
